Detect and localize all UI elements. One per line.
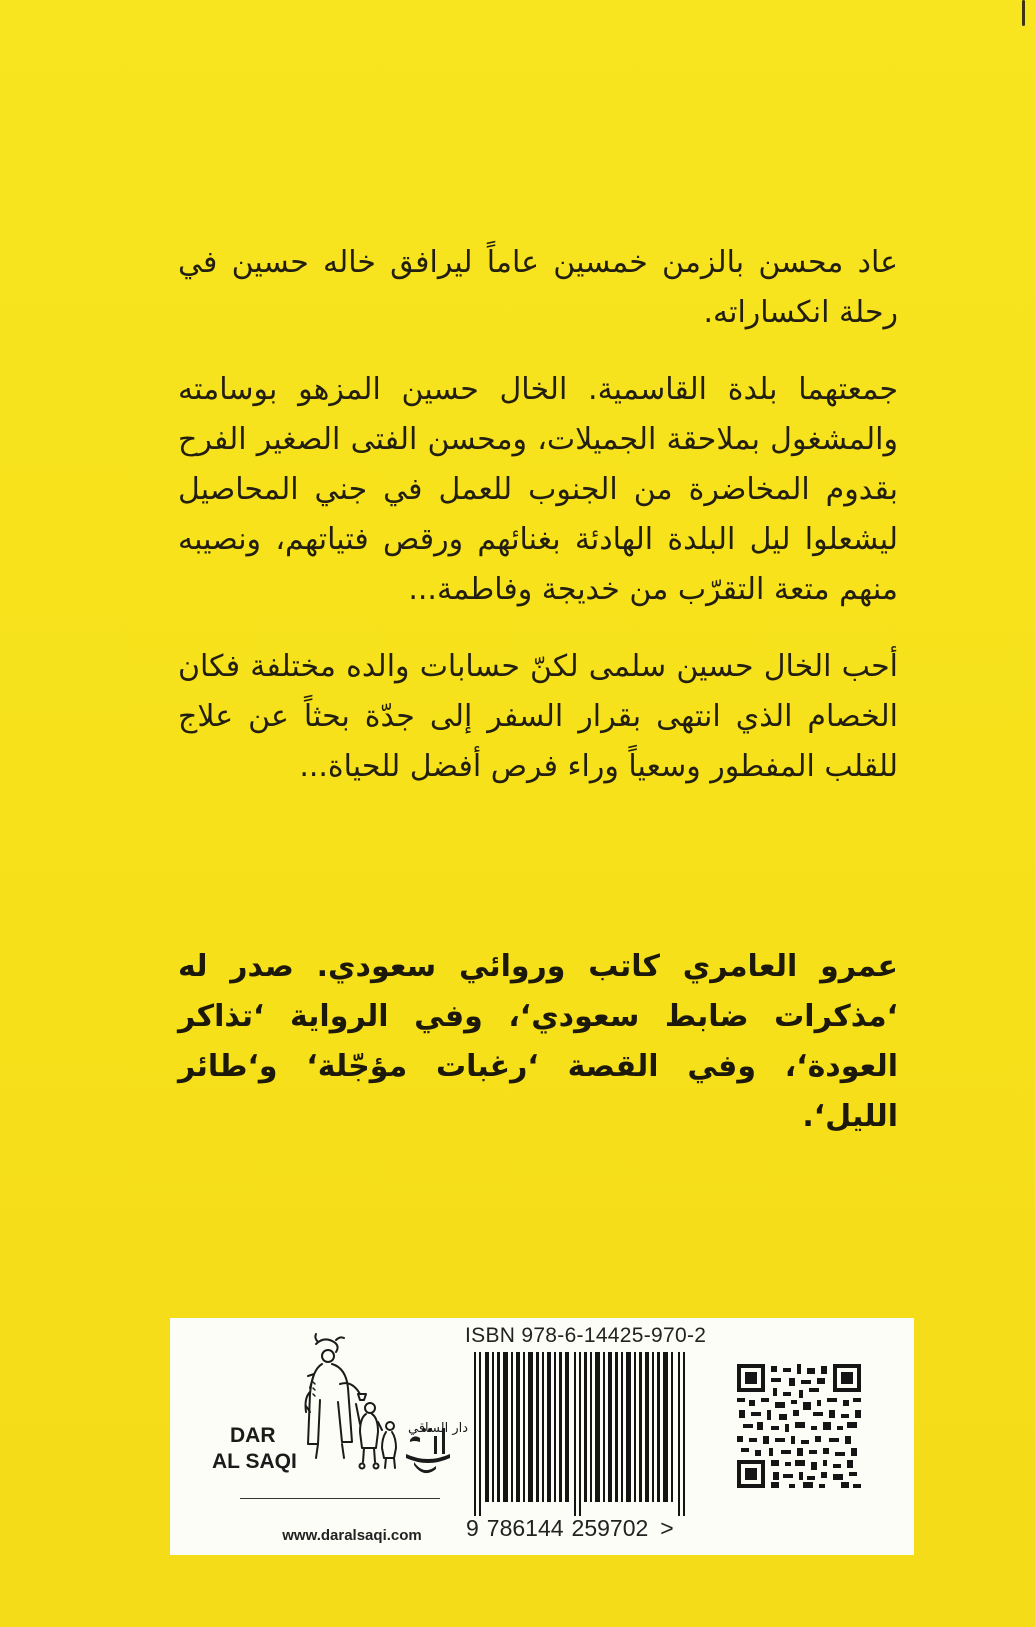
publisher-divider xyxy=(240,1498,440,1499)
author-bio xyxy=(178,942,898,1142)
barcode-trailer: > xyxy=(660,1515,674,1541)
publisher-arabic-name: دار الساقي xyxy=(408,1421,468,1436)
barcode-lead-digit: 9 xyxy=(466,1515,479,1541)
barcode-group-2: 259702 xyxy=(571,1515,649,1541)
barcode-digits xyxy=(466,1515,674,1542)
publisher-figures xyxy=(306,1334,397,1469)
barcode-icon xyxy=(466,1352,698,1516)
blurb xyxy=(178,238,898,819)
blurb-paragraph-1: عاد محسن بالزمن خمسين عاماً ليرافق خاله حسين في رحلة انكساراته. xyxy=(178,245,898,330)
isbn: ISBN 978-6-14425-970-2 xyxy=(465,1324,707,1347)
author-bio-text: عمرو العامري كاتب وروائي سعودي. صدر له ‘مذكرات ضابط سعودي‘، وفي الرواية ‘تذاكر العودة‘، وفي القصة ‘رغبات مؤجّلة‘ و‘طائر الليل‘. xyxy=(178,949,898,1134)
publisher-website: www.daralsaqi.com xyxy=(282,1527,422,1544)
qr-code-icon xyxy=(737,1364,861,1488)
barcode-group-1: 786144 xyxy=(486,1515,564,1541)
publisher-block xyxy=(210,1332,468,1544)
publisher-name-line-2: AL SAQI xyxy=(212,1450,297,1473)
blurb-paragraph-3: أحب الخال حسين سلمى لكنّ حسابات والده مختلفة فكان الخصام الذي انتهى بقرار السفر إلى جدّة بحثاً عن علاج للقلب المفطور وسعياً وراء فرص أفضل للحياة... xyxy=(178,649,898,784)
publisher-logo-icon xyxy=(210,1332,468,1497)
barcode-label xyxy=(170,1318,914,1555)
edge-mark xyxy=(1022,0,1025,26)
blurb-paragraph-2: جمعتهما بلدة القاسمية. الخال حسين المزهو بوسامته والمشغول بملاحقة الجميلات، ومحسن الفتى الصغير الفرح بقدوم المخاضرة من الجنوب للعمل في جني المحاصيل ليشعلوا ليل البلدة الهادئة بغنائهم ورقص فتياتهم، ونصيبه منهم متعة التقرّب من خديجة وفاطمة... xyxy=(178,372,898,607)
publisher-name-line-1: DAR xyxy=(230,1424,276,1447)
